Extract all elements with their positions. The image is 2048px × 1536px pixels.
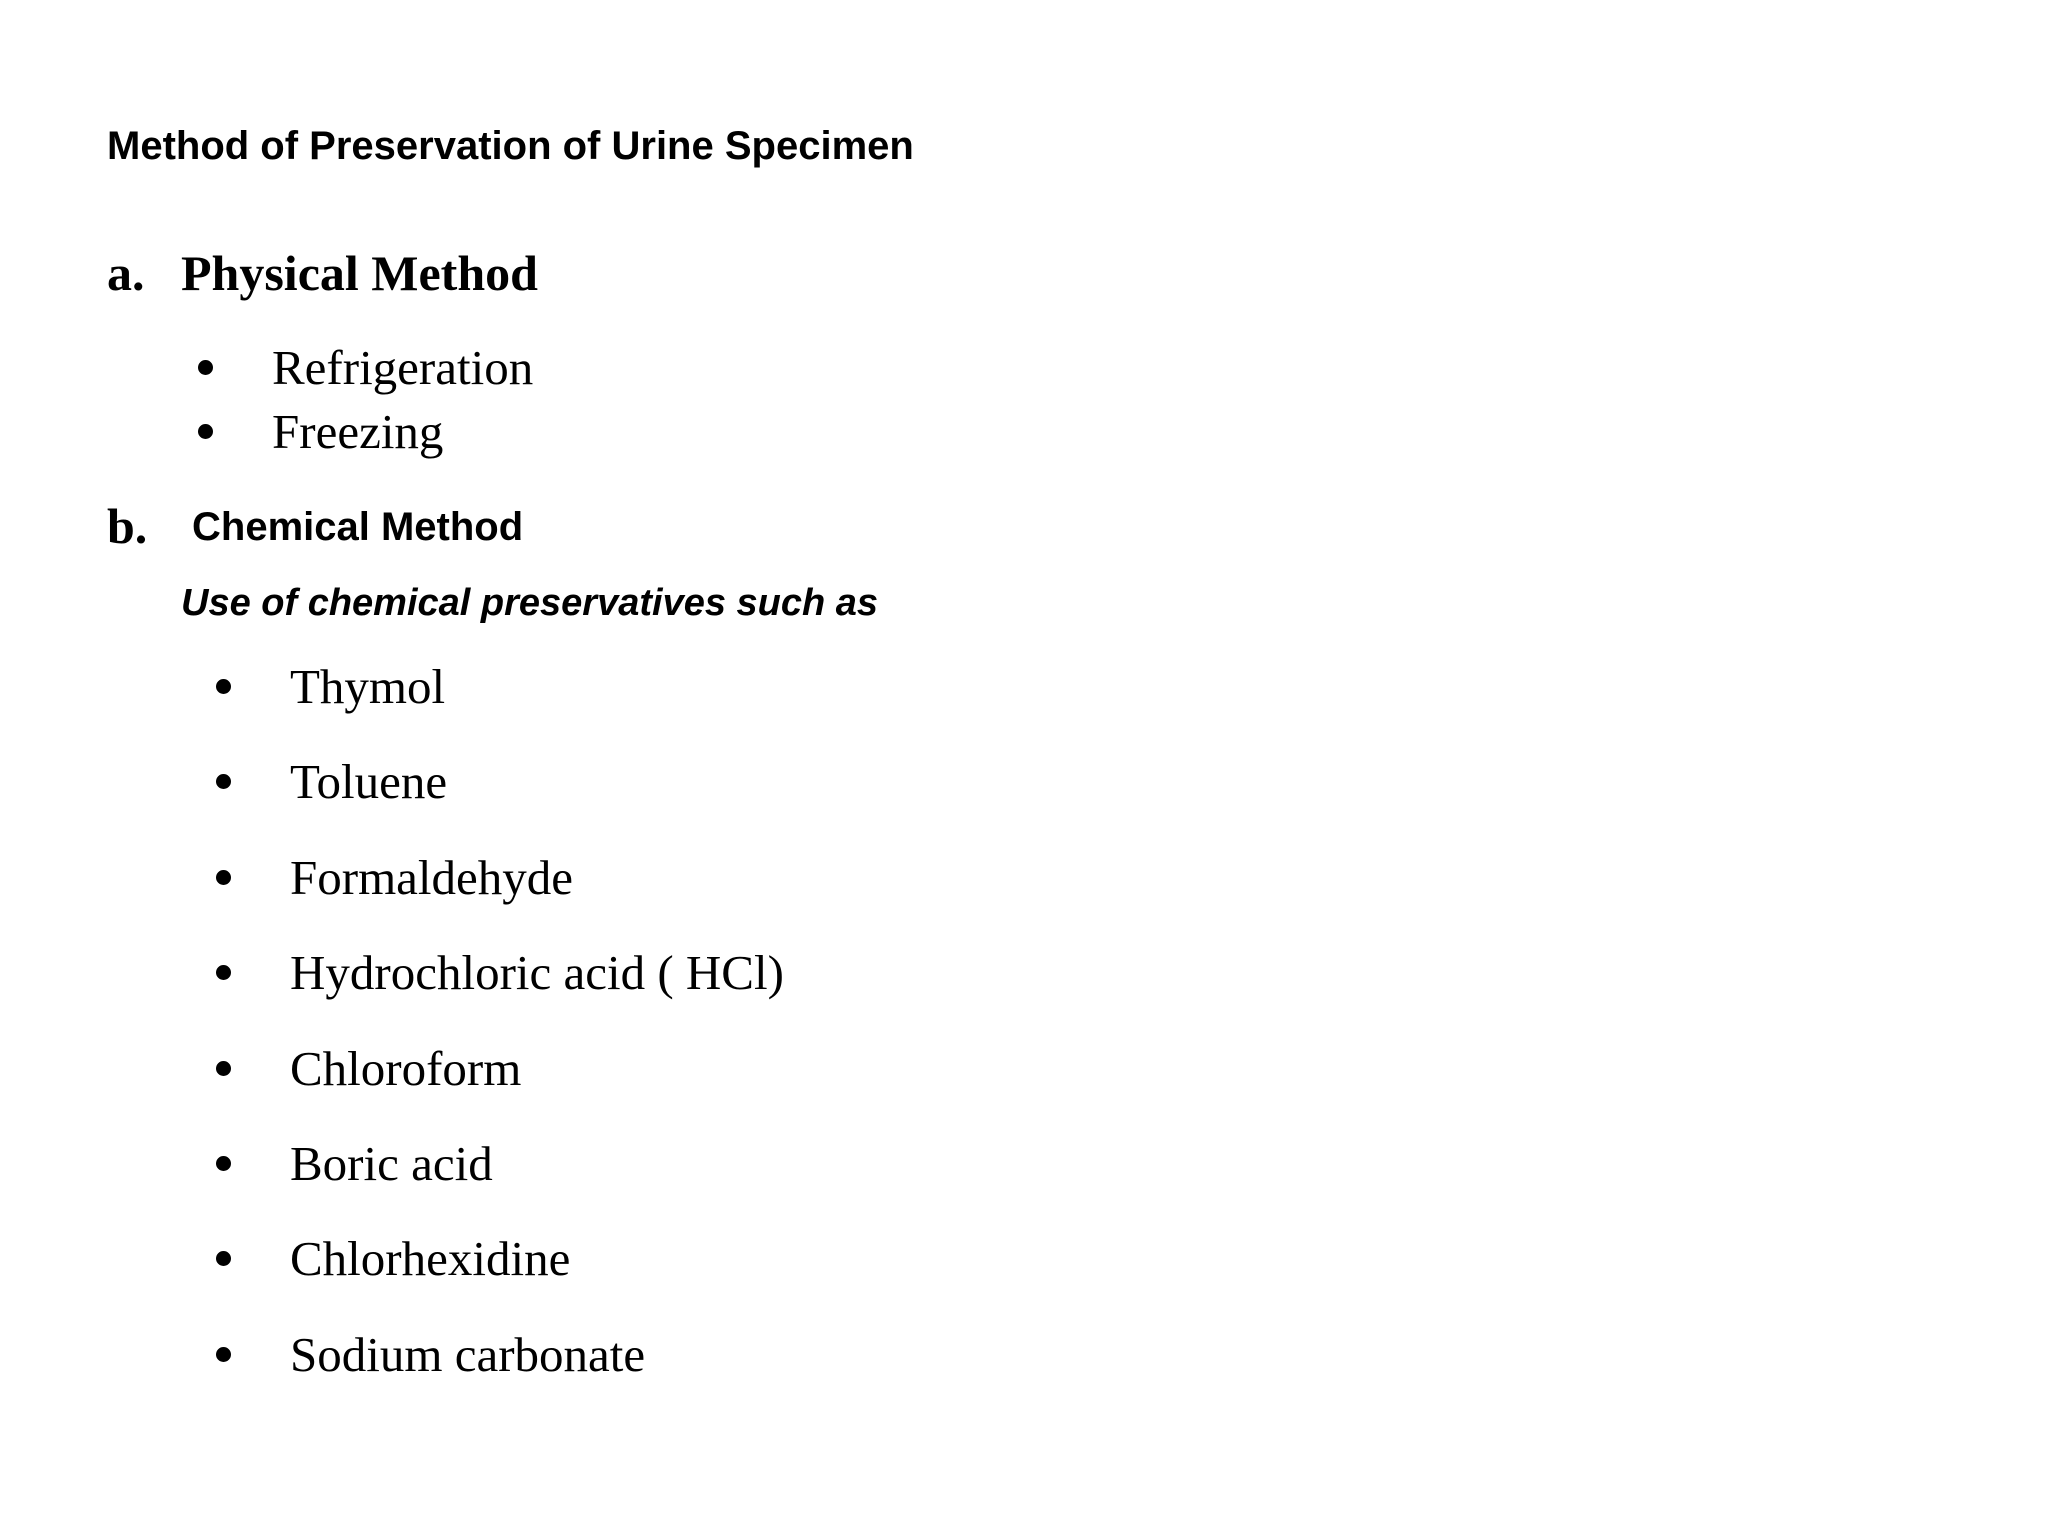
list-item-label: Formaldehyde [290, 849, 574, 905]
section-a-heading: Physical Method [181, 245, 538, 301]
bullet-icon [216, 870, 231, 885]
bullet-icon [198, 424, 213, 439]
list-item-label: Refrigeration [272, 340, 534, 395]
page-title: Method of Preservation of Urine Specimen [107, 124, 914, 168]
bullet-icon [216, 965, 231, 980]
list-item-label: Chloroform [290, 1040, 522, 1096]
section-b-heading: Chemical Method [192, 505, 524, 549]
bullet-icon [216, 1061, 231, 1076]
list-item-label: Chlorhexidine [290, 1231, 571, 1287]
section-b-subtitle: Use of chemical preservatives such as [181, 582, 879, 624]
bullet-icon [216, 1251, 231, 1266]
list-item-label: Thymol [290, 659, 446, 714]
list-item-label: Freezing [272, 404, 444, 459]
bullet-icon [216, 1347, 231, 1362]
list-item-label: Toluene [290, 754, 448, 810]
list-item-label: Boric acid [290, 1135, 493, 1191]
bullet-icon [198, 360, 213, 375]
section-b-marker: b. [107, 498, 148, 554]
section-a-marker: a. [107, 245, 145, 301]
bullet-icon [216, 774, 231, 789]
list-item-label: Hydrochloric acid ( HCl) [290, 945, 784, 1001]
bullet-icon [216, 679, 231, 694]
bullet-icon [216, 1156, 231, 1171]
list-item-label: Sodium carbonate [290, 1326, 646, 1382]
